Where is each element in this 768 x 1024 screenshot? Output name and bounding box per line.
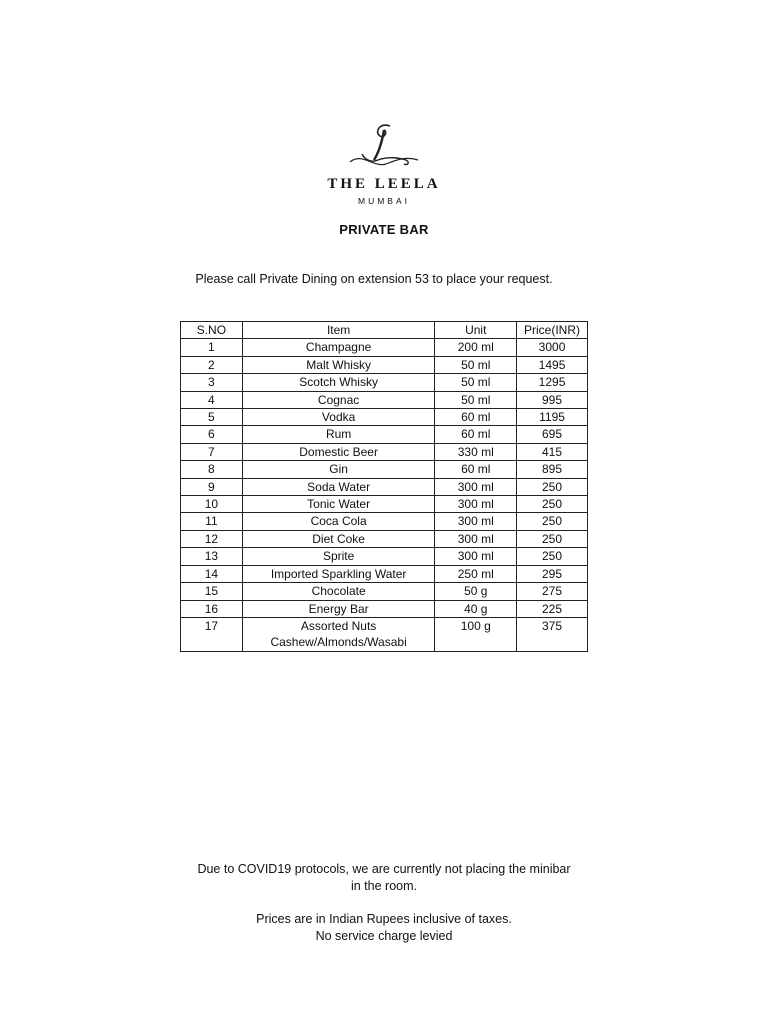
cell-unit: 60 ml: [435, 409, 517, 426]
table-row: [181, 513, 588, 530]
cell-item: Sprite: [242, 548, 435, 565]
cell-item-line2: Cashew/Almonds/Wasabi: [270, 635, 407, 650]
cell-unit: 300 ml: [435, 496, 517, 513]
cell-sno: 8: [181, 461, 243, 478]
cell-item: Energy Bar: [242, 600, 435, 617]
cell-unit: 50 ml: [435, 374, 517, 391]
service-charge-note: No service charge levied: [315, 929, 453, 943]
cell-sno: 13: [181, 548, 243, 565]
cell-price: 250: [517, 478, 588, 495]
table-row: [181, 461, 588, 478]
cell-price: 250: [517, 530, 588, 547]
cell-sno: 5: [181, 409, 243, 426]
cell-unit: 300 ml: [435, 548, 517, 565]
page-title: PRIVATE BAR: [339, 222, 429, 237]
cell-price: 1295: [517, 374, 588, 391]
cell-sno: 9: [181, 478, 243, 495]
cell-price: 995: [517, 391, 588, 408]
table-row: [181, 600, 588, 617]
cell-item: Coca Cola: [242, 513, 435, 530]
cell-sno: 4: [181, 391, 243, 408]
leela-logo: [0, 122, 768, 206]
cell-sno: 1: [181, 339, 243, 356]
header-price: Price(INR): [517, 322, 588, 339]
cell-item: [242, 617, 435, 651]
cell-item: Imported Sparkling Water: [242, 565, 435, 582]
table-row: [181, 478, 588, 495]
table-row: [181, 565, 588, 582]
brand-name: THE LEELA: [327, 176, 441, 192]
table-row: [181, 391, 588, 408]
cell-unit: 250 ml: [435, 565, 517, 582]
header-sno: S.NO: [181, 322, 243, 339]
covid-notice-line1: Due to COVID19 protocols, we are currently not placing the minibar: [197, 862, 571, 876]
cell-sno: 12: [181, 530, 243, 547]
table-row: [181, 496, 588, 513]
cell-sno: 14: [181, 565, 243, 582]
cell-unit: 60 ml: [435, 426, 517, 443]
cell-unit: 300 ml: [435, 478, 517, 495]
cell-sno: 3: [181, 374, 243, 391]
cell-unit: 50 g: [435, 583, 517, 600]
cell-item: Rum: [242, 426, 435, 443]
cell-price: 250: [517, 548, 588, 565]
cell-price: 250: [517, 496, 588, 513]
cell-sno: 15: [181, 583, 243, 600]
cell-item: Gin: [242, 461, 435, 478]
cell-unit: 330 ml: [435, 443, 517, 460]
cell-sno: 17: [181, 617, 243, 651]
cell-unit: 100 g: [435, 617, 517, 651]
cell-item: Vodka: [242, 409, 435, 426]
table-row: [181, 356, 588, 373]
cell-price: 250: [517, 513, 588, 530]
table-row: [181, 443, 588, 460]
table-row: [181, 530, 588, 547]
header-item: Item: [242, 322, 435, 339]
cell-item: Cognac: [242, 391, 435, 408]
cell-sno: 6: [181, 426, 243, 443]
cell-unit: 300 ml: [435, 513, 517, 530]
covid-notice-line2: in the room.: [350, 879, 417, 893]
cell-sno: 11: [181, 513, 243, 530]
leela-monogram-icon: [344, 122, 424, 172]
cell-item-line1: Assorted Nuts: [300, 618, 377, 633]
brand-city: MUMBAI: [358, 196, 410, 206]
cell-price: 225: [517, 600, 588, 617]
cell-item: Diet Coke: [242, 530, 435, 547]
cell-unit: 60 ml: [435, 461, 517, 478]
cell-sno: 16: [181, 600, 243, 617]
cell-item: Tonic Water: [242, 496, 435, 513]
table-row: [181, 339, 588, 356]
table-row: [181, 409, 588, 426]
table-row: [181, 426, 588, 443]
cell-sno: 7: [181, 443, 243, 460]
cell-price: 695: [517, 426, 588, 443]
cell-sno: 2: [181, 356, 243, 373]
cell-item: Soda Water: [242, 478, 435, 495]
table-row: [181, 374, 588, 391]
cell-item: Domestic Beer: [242, 443, 435, 460]
table-header-row: [181, 322, 588, 339]
cell-price: 3000: [517, 339, 588, 356]
covid-notice: [0, 861, 768, 895]
table-row: [181, 583, 588, 600]
cell-price: 895: [517, 461, 588, 478]
cell-item: Chocolate: [242, 583, 435, 600]
cell-item: Malt Whisky: [242, 356, 435, 373]
table-row: [181, 548, 588, 565]
cell-sno: 10: [181, 496, 243, 513]
cell-price: 375: [517, 617, 588, 651]
cell-unit: 50 ml: [435, 356, 517, 373]
cell-price: 275: [517, 583, 588, 600]
cell-unit: 300 ml: [435, 530, 517, 547]
cell-price: 295: [517, 565, 588, 582]
cell-unit: 40 g: [435, 600, 517, 617]
instruction-text: Please call Private Dining on extension 53 to place your request.: [195, 272, 553, 286]
cell-price: 1495: [517, 356, 588, 373]
header-unit: Unit: [435, 322, 517, 339]
cell-price: 1195: [517, 409, 588, 426]
price-notice: [0, 911, 768, 945]
cell-unit: 50 ml: [435, 391, 517, 408]
cell-unit: 200 ml: [435, 339, 517, 356]
table-row: [181, 617, 588, 651]
cell-price: 415: [517, 443, 588, 460]
cell-item: Champagne: [242, 339, 435, 356]
taxes-note: Prices are in Indian Rupees inclusive of taxes.: [256, 912, 512, 926]
cell-item: Scotch Whisky: [242, 374, 435, 391]
price-table: [180, 321, 588, 652]
